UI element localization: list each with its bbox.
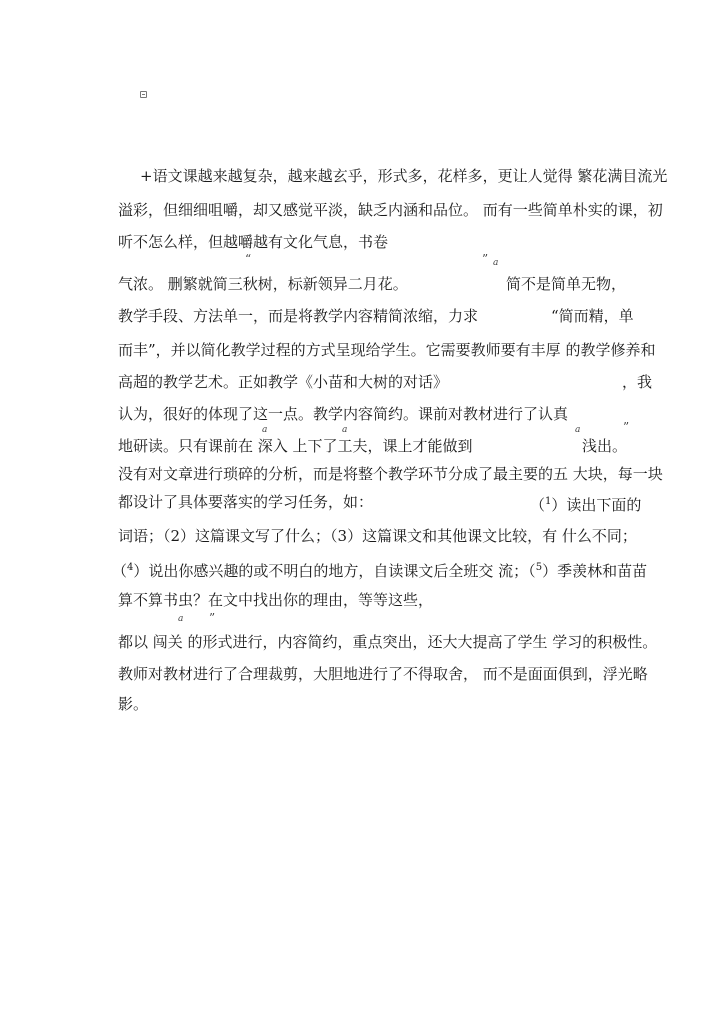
item-number-5: 5 <box>535 562 543 573</box>
text-line-17: 影。 <box>118 695 149 713</box>
text-line-3: 听不怎么样，但越嚼越有文化气息，书卷 <box>118 233 389 251</box>
text-line-7a: 高超的教学艺术。正如教学《小苗和大树的对话》 <box>118 373 449 391</box>
text-line-12: 词语；（2）这篇课文写了什么；（3）这篇课文和其他课文比较，有 什么不同； <box>118 527 637 545</box>
annotation-a: a <box>493 258 499 268</box>
paren-close: ） <box>133 562 149 580</box>
text-line-8: 认为，很好的体现了这一点。教学内容简约。课前对教材进行了认真 <box>118 405 569 423</box>
paren-close: ） <box>551 496 567 514</box>
paren-open: （ <box>112 562 128 580</box>
text-line-7b: ，我 <box>622 373 653 391</box>
text-line-5a: 教学手段、方法单一，而是将教学内容精简浓缩，力求 <box>118 307 479 325</box>
text-line-13 <box>112 558 647 581</box>
text-line-11b <box>530 492 641 515</box>
close-quote-mark: ” <box>482 252 489 266</box>
annotation-a: a <box>575 425 581 435</box>
item-text: 读出下面的 <box>566 496 642 514</box>
text-line-4b: 简不是简单无物， <box>506 275 627 293</box>
open-quote-mark: “ <box>245 252 252 266</box>
annotation-a: a <box>262 425 268 435</box>
item-number-4: 4 <box>127 562 134 573</box>
text-line-1: +语文课越来越复杂，越来越玄乎，形式多，花样多，更让人觉得 繁花满目流光 <box>140 167 668 185</box>
paren-close: ） <box>542 562 558 580</box>
item-number-1: 1 <box>545 496 552 507</box>
text-line-11a: 都设计了具体要落实的学习任务，如： <box>118 493 374 511</box>
annotation-a: a <box>342 425 348 435</box>
paren-open: （ <box>530 496 546 514</box>
text-line-15: 都以 闯关 的形式进行，内容简约，重点突出，还大大提高了学生 学习的积极性。 <box>118 633 658 651</box>
text-line-16: 教师对教材进行了合理裁剪，大胆地进行了不得取舍， 而不是面面俱到，浮光略 <box>118 665 648 683</box>
text-line-2: 溢彩，但细细咀嚼，却又感觉平淡，缺乏内涵和品位。 而有一些简单朴实的课，初 <box>118 201 663 219</box>
close-quote-mark: ” <box>623 420 630 434</box>
text-line-9a: 地研读。只有课前在 深入 上下了工夫，课上才能做到 <box>118 437 473 455</box>
annotation-a: a <box>178 614 184 624</box>
page-marker-icon <box>140 91 147 98</box>
text-line-6: 而丰”，并以简化教学过程的方式呈现给学生。它需要教师要有丰厚 的教学修养和 <box>118 341 656 359</box>
text-line-14: 算不算书虫？在文中找出你的理由，等等这些， <box>118 591 434 609</box>
item-text: 说出你感兴趣的或不明白的地方，自读课文后全班交 流；（ <box>148 562 536 580</box>
item-text: 季羡林和苗苗 <box>557 562 648 580</box>
text-line-9b: 浅出。 <box>582 437 628 455</box>
text-line-4a: 气浓。 删繁就简三秋树，标新领异二月花。 <box>118 275 408 293</box>
text-line-5b: “简而精，单 <box>551 307 634 325</box>
text-line-10: 没有对文章进行琐碎的分析，而是将整个教学环节分成了最主要的五 大块，每一块 <box>118 465 663 483</box>
close-quote-mark: ” <box>209 611 216 625</box>
